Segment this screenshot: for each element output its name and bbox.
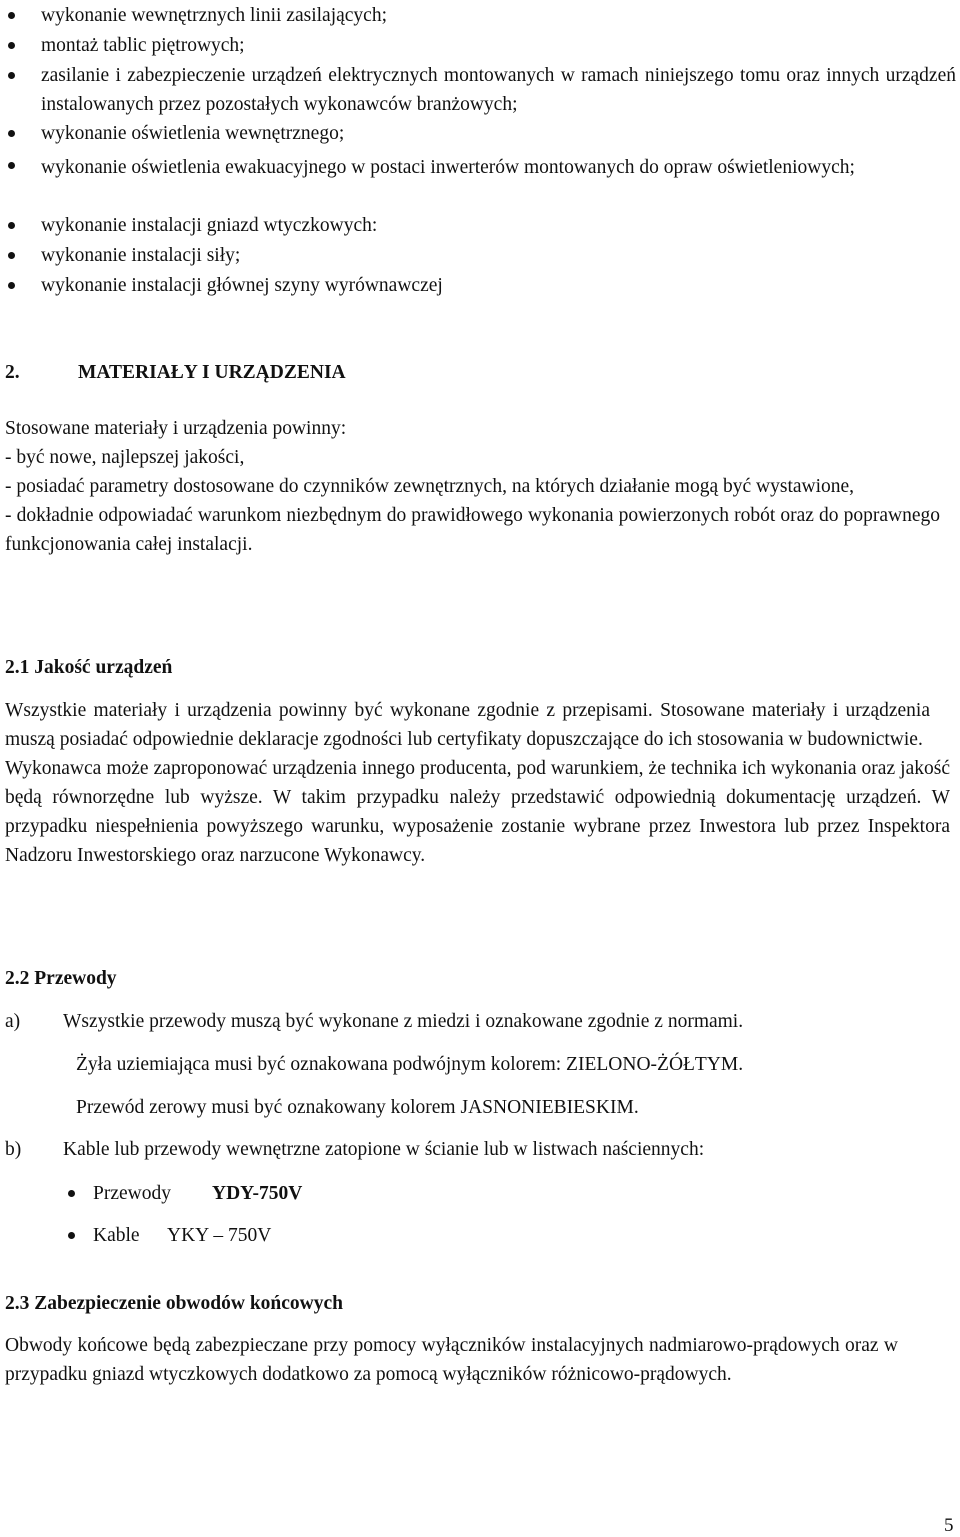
item-label: a) [5, 1011, 21, 1032]
section-2-2-heading: 2.2 Przewody [5, 968, 117, 989]
paragraph: Wykonawca może zaproponować urządzenia innego producenta, pod warunkiem, że technika ich wykonania oraz jakość będą równorzędne lub wyższe. W takim przypadku należy przedstawić odpowiednią dokumentację urządzeń. W przypadku niespełnienia powyższego warunku, wyposażenie zostanie wybrane przez Inwestora lub przez Inspektora Nadzoru Inwestorskiego oraz narzucone Wykonawcy. [5, 758, 950, 866]
list-item: montaż tablic piętrowych; [0, 31, 960, 61]
section-2-1-heading: 2.1 Jakość urządzeń [5, 657, 173, 678]
bullet-icon [8, 130, 15, 137]
item-a-line: Przewód zerowy musi być oznakowany kolorem JASNONIEBIESKIM. [76, 1097, 639, 1118]
cable-prefix: Kable [93, 1225, 140, 1246]
item-a-line: Żyła uziemiająca musi być oznakowana podwójnym kolorem: ZIELONO-ŻÓŁTYM. [76, 1054, 744, 1075]
section-2-body [5, 414, 955, 559]
bullet-icon [68, 1232, 75, 1239]
section-number: 2. [5, 362, 20, 383]
bullet-icon [8, 12, 15, 19]
bullet-icon [8, 72, 15, 79]
section-2-heading [5, 358, 346, 387]
paragraph: - dokładnie odpowiadać warunkom niezbędnym do prawidłowego wykonania powierzonych robót oraz do poprawnego funkcjonowania całej instalacji. [5, 505, 940, 555]
list-item: zasilanie i zabezpieczenie urządzeń elektrycznych montowanych w ramach niniejszego tomu oraz innych urządzeń instalowanych przez pozostałych wykonawców branżowych; [0, 61, 960, 119]
list-item: wykonanie instalacji gniazd wtyczkowych: [0, 211, 960, 241]
page-number: 5 [944, 1515, 954, 1536]
section-2-1-body [5, 696, 950, 870]
item-text: Kable lub przewody wewnętrzne zatopione w ścianie lub w listwach naściennych: [63, 1139, 705, 1160]
bullet-icon [8, 42, 15, 49]
section-title: MATERIAŁY I URZĄDZENIA [78, 362, 346, 383]
item-label: b) [5, 1139, 22, 1160]
list-item: wykonanie oświetlenia wewnętrznego; [0, 119, 960, 151]
bullet-icon [8, 162, 15, 169]
cable-type: YDY-750V [212, 1183, 303, 1204]
item-text: Wszystkie przewody muszą być wykonane z miedzi i oznakowane zgodnie z normami. [63, 1011, 744, 1032]
paragraph: Obwody końcowe będą zabezpieczane przy pomocy wyłączników instalacyjnych nadmiarowo-prądowych oraz w przypadku gniazd wtyczkowych dodatkowo za pomocą wyłączników różnicowo-prądowych. [5, 1335, 898, 1385]
paragraph: - być nowe, najlepszej jakości, [5, 447, 245, 468]
list-item: wykonanie wewnętrznych linii zasilających; [0, 1, 960, 31]
cable-type: YKY – 750V [167, 1225, 272, 1246]
bullet-icon [8, 252, 15, 259]
bullet-icon [8, 222, 15, 229]
paragraph: Wszystkie materiały i urządzenia powinny być wykonane zgodnie z przepisami. Stosowane materiały i urządzenia muszą posiadać odpowiednie deklaracje zgodności lub certyfikaty dopuszczające do ich stosowania w budownictwie. [5, 700, 930, 750]
section-2-3-heading: 2.3 Zabezpieczenie obwodów końcowych [5, 1293, 343, 1314]
list-item: wykonanie oświetlenia ewakuacyjnego w postaci inwerterów montowanych do opraw oświetleniowych; [0, 151, 960, 211]
list-item: wykonanie instalacji głównej szyny wyrównawczej [0, 271, 960, 301]
item-b [5, 1135, 955, 1164]
cable-prefix: Przewody [93, 1183, 171, 1204]
section-2-3-body [5, 1331, 898, 1389]
top-bullet-list [0, 1, 960, 301]
paragraph: Stosowane materiały i urządzenia powinny: [5, 418, 347, 439]
list-item: wykonanie instalacji siły; [0, 241, 960, 271]
bullet-icon [68, 1190, 75, 1197]
item-a [5, 1007, 955, 1036]
bullet-icon [8, 282, 15, 289]
paragraph: - posiadać parametry dostosowane do czynników zewnętrznych, na których działanie mogą być wystawione, [5, 476, 855, 497]
